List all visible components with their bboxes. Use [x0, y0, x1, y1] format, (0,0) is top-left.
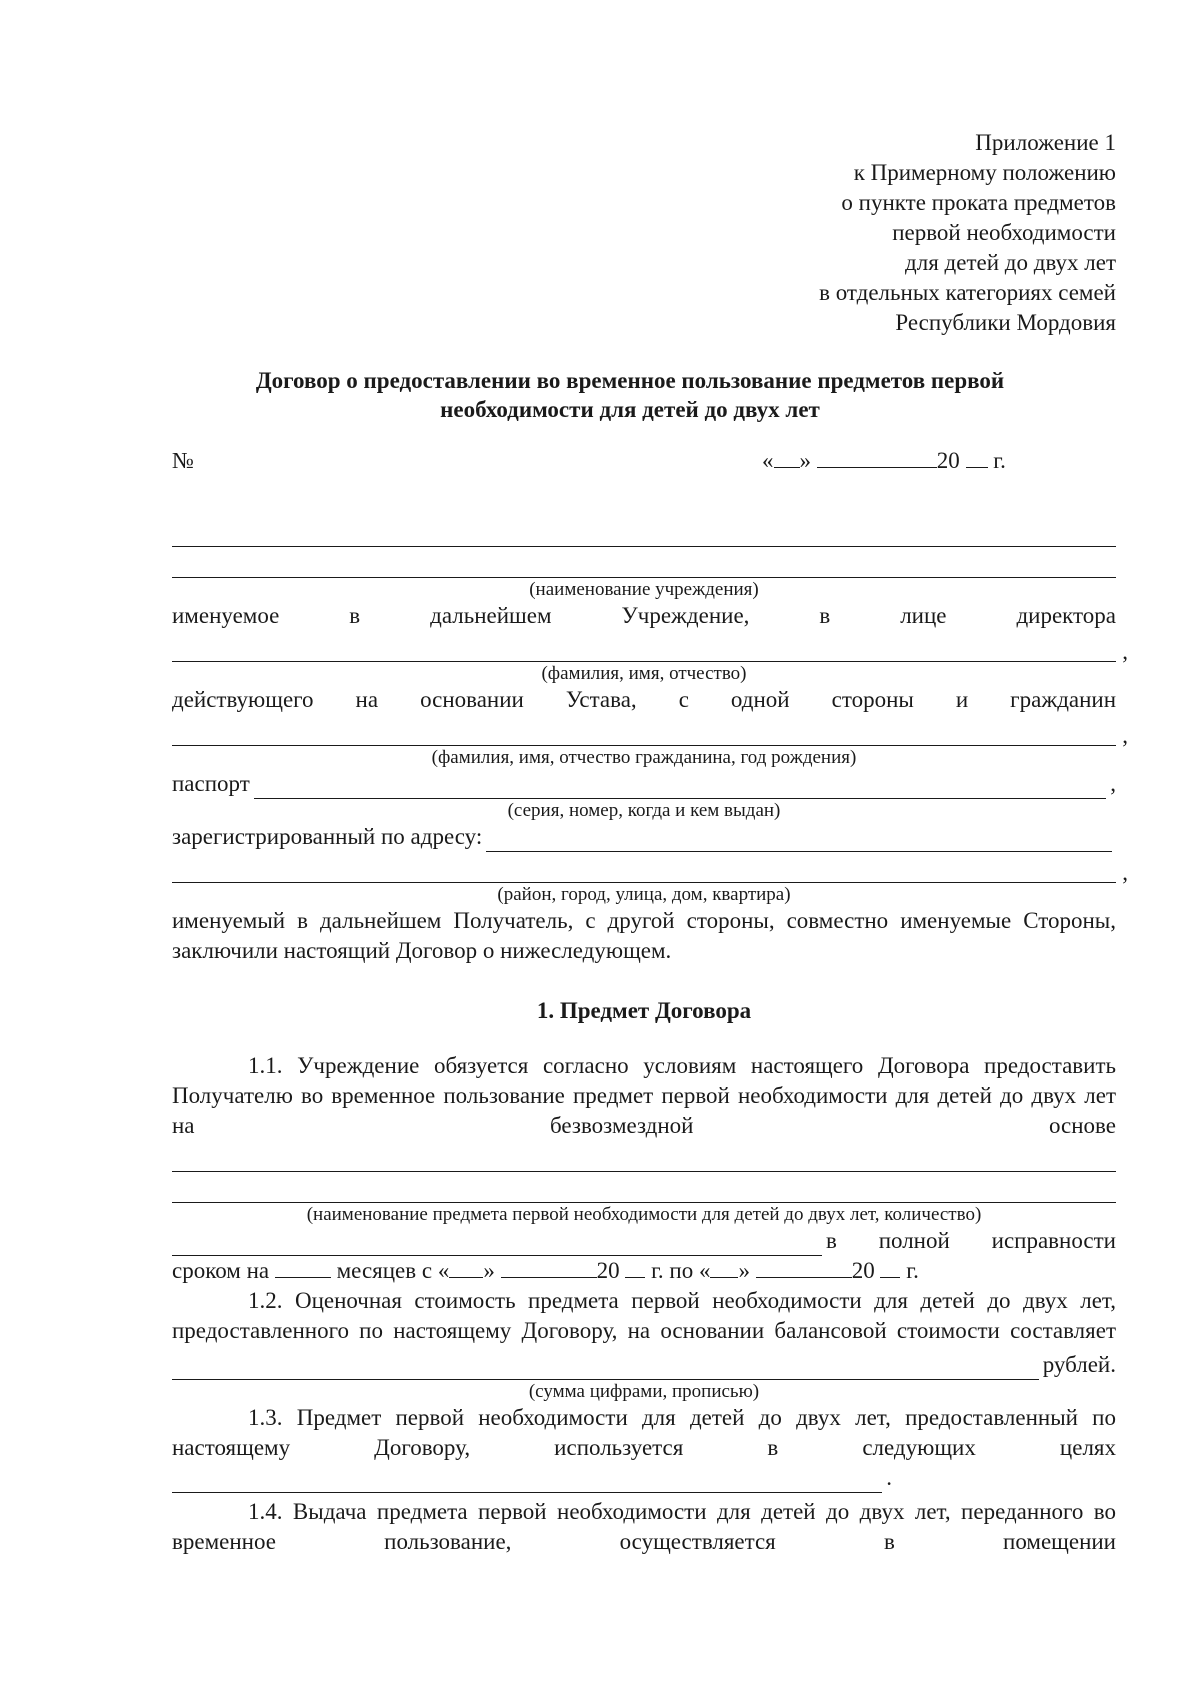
word: основании — [420, 686, 524, 712]
title-line-1: Договор о предоставлении во временное пользование предметов первой — [255, 368, 1005, 393]
comma: , — [1122, 859, 1128, 885]
term-months: месяцев с « — [336, 1258, 450, 1284]
sum-blank[interactable] — [172, 1357, 1039, 1380]
section-1-heading: 1. Предмет Договора — [536, 997, 752, 1023]
passport-line — [172, 769, 1116, 799]
appendix-line: к Примерному положению — [853, 160, 1116, 185]
item-blank-2[interactable] — [172, 1172, 1116, 1203]
end-month-blank[interactable] — [756, 1277, 852, 1278]
term-mid: г. по « — [651, 1258, 711, 1284]
caption-director: (фамилия, имя, отчество) — [541, 662, 747, 684]
end-year-blank[interactable] — [880, 1277, 900, 1278]
caption-item: (наименование предмета первой необходимости для детей до двух лет, количество) — [306, 1204, 982, 1226]
word: именуемое — [172, 603, 280, 628]
purpose-blank[interactable] — [172, 1470, 882, 1493]
caption-institution: (наименование учреждения) — [529, 579, 759, 600]
address-blank-2[interactable] — [172, 852, 1128, 885]
named-recipient-paragraph: именуемый в дальнейшем Получатель, с другой стороны, совместно именуемые Стороны, заключили настоящий Договор о нижеследующем. — [172, 907, 1116, 963]
year-blank[interactable] — [966, 467, 988, 468]
year-suffix: г. — [993, 448, 1006, 473]
year-prefix: 20 — [936, 448, 960, 473]
registered-label: зарегистрированный по адресу: — [172, 823, 483, 849]
appendix-line: в отдельных категориях семей — [819, 280, 1116, 305]
director-blank[interactable] — [172, 631, 1128, 664]
currency-label: рублей. — [1042, 1352, 1116, 1378]
contract-title — [170, 366, 1090, 424]
comma: , — [1122, 639, 1128, 664]
clause-1-2: 1.2. Оценочная стоимость предмета первой необходимости для детей до двух лет, предоставленного по настоящему Договору, на основании балансовой стоимости составляет — [172, 1288, 1116, 1344]
appendix-block — [819, 128, 1116, 338]
word: Устава, — [565, 686, 637, 712]
clause-1-1: 1.1. Учреждение обязуется согласно условиям настоящего Договора предоставить Получателю во временное пользование предмет первой необходимости для детей до двух лет на безвозмездной основе — [172, 1053, 1116, 1139]
term-close: » — [483, 1258, 495, 1284]
word: Учреждение, — [621, 603, 750, 628]
condition-text: в полной исправности — [826, 1228, 1116, 1254]
acting-line — [172, 685, 1116, 715]
citizen-blank[interactable] — [172, 715, 1128, 748]
contract-body — [172, 446, 1128, 1557]
appendix-line: Республики Мордовия — [895, 310, 1116, 335]
number-date-line — [172, 446, 1116, 476]
appendix-line: для детей до двух лет — [905, 250, 1116, 275]
start-year-blank[interactable] — [625, 1277, 645, 1278]
condition-line — [172, 1226, 1116, 1256]
word: действующего — [172, 686, 314, 712]
caption-citizen: (фамилия, имя, отчество гражданина, год рождения) — [431, 746, 857, 768]
date-quote-close: » — [799, 448, 811, 473]
word: гражданин — [1010, 686, 1117, 712]
word: лице — [900, 603, 947, 628]
word: и — [955, 686, 969, 712]
appendix-line: Приложение 1 — [975, 130, 1116, 155]
item-blank-3[interactable] — [172, 1233, 822, 1256]
start-month-blank[interactable] — [501, 1277, 597, 1278]
address-line — [172, 822, 1116, 852]
comma: , — [1110, 770, 1116, 796]
purpose-line — [172, 1463, 892, 1493]
word: с — [678, 686, 689, 712]
day-blank[interactable] — [774, 467, 800, 468]
institution-blank-1[interactable] — [172, 516, 1116, 547]
term-year: 20 — [596, 1258, 620, 1284]
term-prefix: сроком на — [172, 1258, 270, 1284]
appendix-line: о пункте проката предметов — [841, 190, 1116, 215]
date-field — [762, 446, 1006, 476]
start-day-blank[interactable] — [449, 1277, 483, 1278]
clause-1-4: 1.4. Выдача предмета первой необходимости для детей до двух лет, переданного во временное пользование, осуществляется в помещении — [172, 1499, 1116, 1555]
month-blank[interactable] — [817, 467, 937, 468]
institution-blank-2[interactable] — [172, 547, 1116, 578]
end-day-blank[interactable] — [710, 1277, 738, 1278]
caption-address: (район, город, улица, дом, квартира) — [497, 883, 791, 905]
appendix-line: первой необходимости — [892, 220, 1116, 245]
named-institution-line — [172, 601, 1116, 631]
word: одной — [730, 686, 790, 712]
title-line-2: необходимости для детей до двух лет — [440, 397, 820, 422]
passport-blank[interactable] — [254, 776, 1106, 799]
term-line — [172, 1256, 1116, 1286]
address-blank-1[interactable] — [486, 829, 1112, 852]
passport-label: паспорт — [172, 770, 250, 796]
word: директора — [1016, 603, 1116, 628]
word: в — [819, 603, 831, 628]
clause-1-3: 1.3. Предмет первой необходимости для детей до двух лет, предоставленный по настоящему Договору, используется в следующих целях — [172, 1405, 1116, 1461]
sum-line — [172, 1350, 1116, 1380]
date-quote-open: « — [762, 448, 774, 473]
caption-passport: (серия, номер, когда и кем выдан) — [507, 799, 781, 821]
number-sign: № — [172, 448, 194, 473]
word: на — [355, 686, 379, 712]
word: в — [349, 603, 361, 628]
word: дальнейшем — [430, 603, 552, 628]
caption-sum: (сумма цифрами, прописью) — [528, 1381, 760, 1403]
months-blank[interactable] — [275, 1277, 331, 1278]
comma: , — [1122, 722, 1128, 748]
term-close-2: » — [738, 1258, 750, 1284]
word: стороны — [831, 686, 914, 712]
period: . — [886, 1465, 892, 1491]
term-year-2: 20 — [851, 1258, 875, 1284]
item-blank-1[interactable] — [172, 1141, 1116, 1172]
term-suffix: г. — [906, 1258, 919, 1284]
